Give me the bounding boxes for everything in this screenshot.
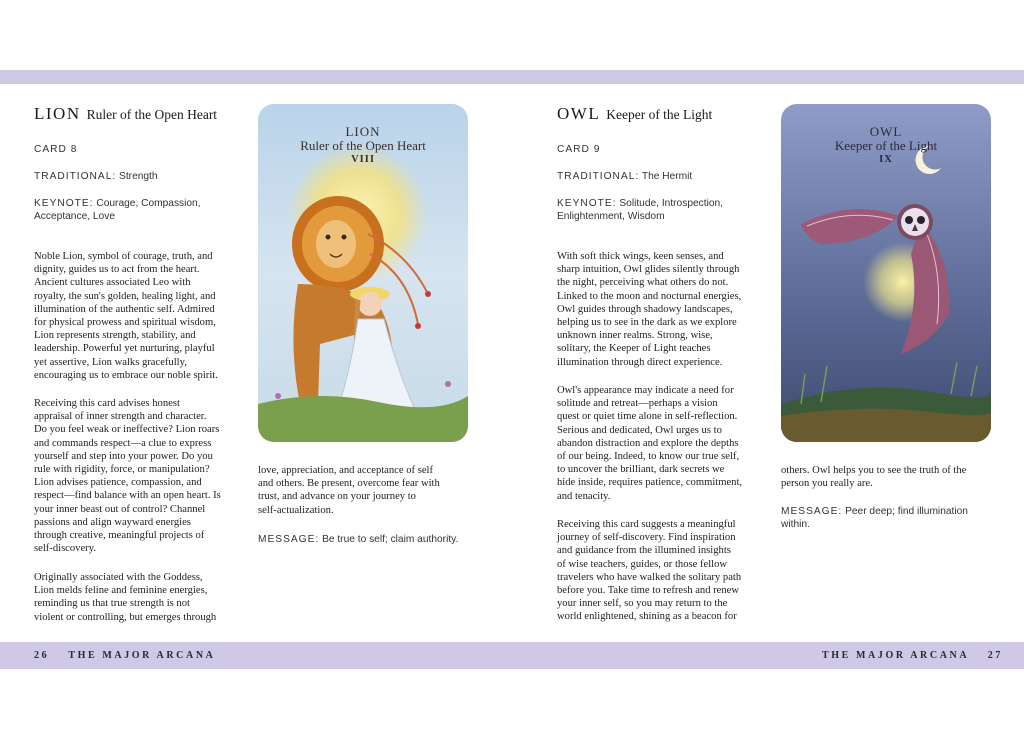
text-line: journey of self-discovery. Find inspiration: [557, 532, 736, 544]
lion-message: [258, 533, 458, 546]
text-line: Linked to the moon and nocturnal energies,: [557, 290, 742, 302]
lion-traditional-label: TRADITIONAL:: [34, 171, 117, 182]
text-line: of wise teachers, guides, or those fellow: [557, 558, 728, 570]
lion-keynote-line2: Acceptance, Love: [34, 211, 115, 222]
owl-card-number: CARD 9: [557, 144, 601, 155]
text-line: reminding us that true strength is not: [34, 598, 190, 610]
owl-keynote: [557, 197, 723, 223]
text-line: rule with rigidity, force, or manipulation?: [34, 464, 210, 476]
text-line: hide inside, requires patience, commitment,: [557, 477, 743, 489]
text-line: Originally associated with the Goddess,: [34, 572, 203, 583]
text-line: Serious and dedicated, Owl urges us to: [557, 424, 722, 436]
text-line: encouraging us to embrace our noble spirit.: [34, 369, 218, 381]
owl-traditional: [557, 170, 692, 183]
owl-subtitle: Keeper of the Light: [606, 107, 713, 122]
text-line: Ancient cultures associated Leo with: [34, 277, 191, 289]
footer-right: [822, 650, 1003, 661]
text-line: sharp intuition, Owl glides silently through: [557, 264, 740, 276]
text-line: yourself and step into your power. Do you: [34, 450, 213, 462]
owl-card-art-name: OWL: [869, 124, 903, 139]
owl-message: [781, 505, 968, 531]
text-line: solitary, the Keeper of Light teaches: [557, 343, 711, 355]
lion-card-art-numeral: VIII: [351, 154, 375, 165]
text-line: Lion advises patience, compassion, and: [34, 477, 202, 489]
owl-paragraph-3: [557, 518, 741, 624]
owl-keynote-line1: Solitude, Introspection,: [619, 198, 723, 209]
text-line: Noble Lion, symbol of courage, truth, and: [34, 251, 213, 262]
text-line: yet assertive, Lion walks gracefully,: [34, 356, 187, 368]
text-line: Owl guides through shadowy landscapes,: [557, 303, 733, 315]
owl-message-line1: Peer deep; find illumination: [845, 506, 968, 517]
lion-card-art-name: LION: [345, 124, 381, 139]
lion-paragraph-1: [34, 250, 218, 382]
footer-left: [34, 650, 215, 661]
text-line: Do you feel weak or ineffective? Lion roars: [34, 424, 220, 436]
text-line: dignity, guides us to act from the heart.: [34, 264, 200, 276]
owl-message-label: MESSAGE:: [781, 506, 843, 517]
owl-traditional-value: The Hermit: [641, 171, 693, 182]
owl-card-art-numeral: IX: [879, 154, 893, 165]
text-line: leadership. Powerful yet nurturing, playful: [34, 343, 215, 355]
text-line: your inner self, so you may return to the: [557, 598, 728, 610]
text-line: passions and align wayward energies: [34, 516, 191, 528]
text-line: before you. Take time to refresh and renew: [557, 585, 740, 597]
text-line: your inner beast out of control? Channel: [34, 503, 206, 515]
lion-keynote-label: KEYNOTE:: [34, 198, 94, 209]
lion-name: LION: [34, 104, 81, 123]
text-line: for physical prowess and spiritual wisdom,: [34, 317, 216, 329]
owl-paragraph-4: [781, 464, 966, 490]
text-line: person you really are.: [781, 478, 873, 490]
lion-traditional-value: Strength: [119, 171, 158, 182]
text-line: quest or quiet time alone in self-reflection.: [557, 411, 738, 423]
text-line: Owl's appearance may indicate a need for: [557, 385, 734, 396]
text-line: trust, and advance on your journey to: [258, 491, 416, 503]
lion-card-image: [258, 104, 468, 442]
text-line: unknown inner realms. Strong, wise,: [557, 330, 713, 342]
text-line: With soft thick wings, keen senses, and: [557, 251, 724, 262]
text-line: illumination of the authentic self. Admired: [34, 303, 215, 315]
lion-message-value: Be true to self; claim authority.: [322, 534, 459, 545]
page-number-left: 26: [34, 650, 50, 661]
text-line: solitude and retreat—perhaps a vision: [557, 398, 718, 410]
running-title-left: THE MAJOR ARCANA: [68, 650, 216, 661]
text-line: self-actualization.: [258, 504, 334, 516]
owl-card-art-subtitle: Keeper of the Light: [834, 138, 938, 153]
text-line: world enlightened, shining as a beacon for: [557, 611, 737, 623]
text-line: royalty, the sun's golden, healing light, and: [34, 290, 216, 302]
owl-traditional-label: TRADITIONAL:: [557, 171, 640, 182]
text-line: Receiving this card suggests a meaningful: [557, 519, 736, 530]
lion-keynote: [34, 197, 201, 223]
text-line: appraisal of inner strength and character.: [34, 411, 207, 423]
text-line: to uncover the brilliant, dark secrets we: [557, 464, 725, 476]
lion-card-number: CARD 8: [34, 144, 78, 155]
lion-card-art-subtitle: Ruler of the Open Heart: [300, 138, 426, 153]
lion-paragraph-3: [34, 571, 216, 624]
text-line: Receiving this card advises honest: [34, 398, 180, 409]
text-line: others. Owl helps you to see the truth of the: [781, 465, 967, 476]
top-band: [0, 70, 1024, 84]
owl-keynote-label: KEYNOTE:: [557, 198, 617, 209]
page-number-right: 27: [987, 650, 1003, 661]
lion-traditional: [34, 170, 158, 183]
text-line: and guidance from the illumined insights: [557, 545, 731, 557]
text-line: Lion represents strength, stability, and: [34, 330, 196, 342]
text-line: and tenacity.: [557, 490, 611, 502]
owl-keynote-line2: Enlightenment, Wisdom: [557, 211, 665, 222]
owl-message-line2: within.: [781, 519, 810, 530]
lion-paragraph-4: [258, 464, 440, 517]
text-line: Lion melds feline and feminine energies,: [34, 585, 208, 597]
text-line: through creative, meaningful projects of: [34, 530, 205, 542]
owl-card-image: [781, 104, 991, 442]
text-line: and commands respect—a clue to express: [34, 437, 212, 449]
text-line: violent or controlling, but emerges through: [34, 611, 217, 623]
running-title-right: THE MAJOR ARCANA: [822, 650, 969, 661]
text-line: travelers who have walked the solitary path: [557, 571, 742, 583]
lion-heading: [34, 104, 217, 124]
lion-message-label: MESSAGE:: [258, 534, 320, 545]
owl-paragraph-2: [557, 384, 742, 503]
owl-name: OWL: [557, 104, 601, 123]
text-line: of our being. Indeed, to know our true self,: [557, 451, 740, 463]
text-line: love, appreciation, and acceptance of self: [258, 465, 433, 476]
owl-paragraph-1: [557, 250, 741, 369]
owl-heading: [557, 104, 712, 124]
lion-paragraph-2: [34, 397, 221, 555]
text-line: respect—find balance with an open heart. Is: [34, 490, 221, 502]
text-line: the night, perceiving what others do not.: [557, 277, 729, 289]
text-line: self-discovery.: [34, 543, 96, 555]
text-line: and others. Be present, overcome fear with: [258, 478, 440, 490]
lion-keynote-line1: Courage, Compassion,: [96, 198, 201, 209]
text-line: illumination through direct experience.: [557, 356, 723, 368]
text-line: abandon distraction and explore the depths: [557, 437, 739, 449]
text-line: helping us to see in the dark as we explore: [557, 317, 737, 329]
lion-subtitle: Ruler of the Open Heart: [86, 107, 218, 122]
